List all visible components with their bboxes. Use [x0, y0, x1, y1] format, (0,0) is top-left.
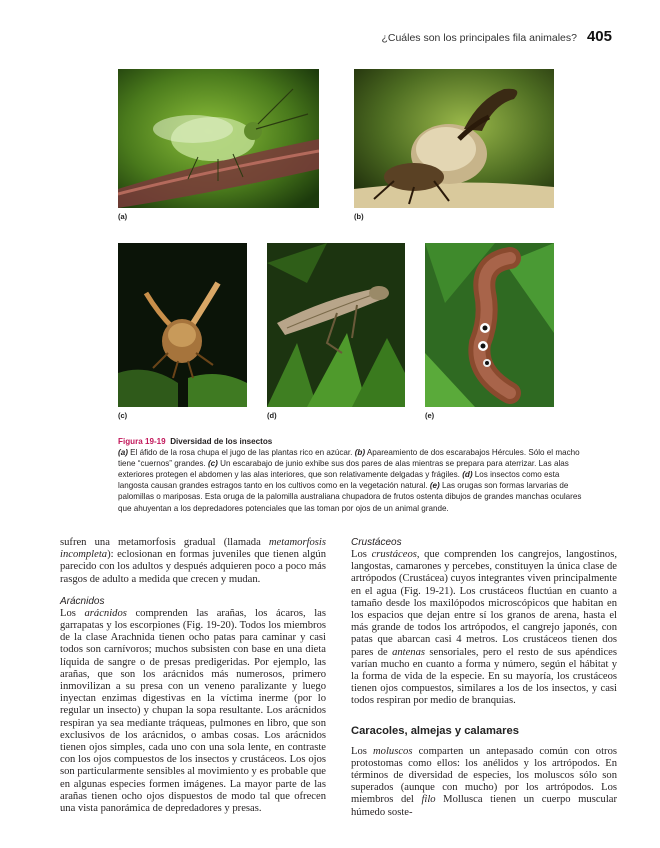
caption-label-b: (b)	[354, 448, 366, 458]
page-number: 405	[586, 28, 612, 45]
photo-hercules-beetles	[354, 69, 554, 208]
text-run: sensoriales, pero el resto de sus apéndices varían mucho en cuanto a forma y número, según el hábitat y la forma de vida de la especie. En su mayoría, los crustáceos tienen ojos compuestos, similares a los de los insectos, y casi todos respiran por medio de branquias.	[351, 646, 617, 707]
running-title: ¿Cuáles son los principales fila animales?	[381, 32, 577, 44]
caption-label-d: (d)	[462, 470, 473, 480]
caption-label-e: (e)	[429, 481, 440, 491]
figure-caption	[118, 436, 582, 514]
arachnid-paragraph	[60, 608, 326, 815]
figure-title: Diversidad de los insectos	[170, 437, 273, 446]
emphasis: arácnidos	[84, 607, 127, 619]
caption-text-e: Las orugas son formas larvarias de palomillas o mariposas. Esta oruga de la palomilla australiana chupadora de frutos ostenta dibujos de grandes manchas oculares que ahuyentan a los depredadores potenciales que las toman por ojos de un animal grande.	[118, 481, 582, 513]
text-run: comparten un antepasado común con otros protostomas como ellos: los anélidos y los artrópodos. En términos de diversidad de especies, los moluscos sólo son superados (aunque con mucho) por los artrópodos. Los miembros del	[351, 745, 617, 806]
panel-label-a: (a)	[118, 212, 128, 221]
crustacean-paragraph	[351, 549, 617, 708]
photo-caterpillar	[425, 243, 554, 407]
figure-number: Figura 19-19	[118, 437, 166, 446]
panel-label-e: (e)	[425, 411, 435, 420]
emphasis: moluscos	[373, 745, 413, 757]
photo-june-beetle	[118, 243, 247, 407]
caption-text-b: Apareamiento de dos escarabajos Hércules. Sólo el macho tiene “cuernos” grandes.	[118, 448, 580, 469]
text-run: ): eclosionan en formas juveniles que tienen algún parecido con los adultos y después adquieren poco a poco más rasgos de adulto a medida que crecen y mudan.	[60, 549, 326, 585]
panel-label-d: (d)	[267, 411, 277, 420]
caption-text-c: Un escarabajo de junio exhibe sus dos pares de alas mientras se prepara para aterrizar. Las alas exteriores protegen el abdomen y las alas interiores, que son relativamente delgadas y frágiles.	[118, 459, 569, 480]
emphasis: metamorfosis incompleta	[60, 537, 326, 561]
emphasis: crustáceos	[371, 549, 417, 560]
photo-aphid	[118, 69, 319, 208]
emphasis: antenas	[392, 646, 426, 658]
mollusc-heading: Caracoles, almejas y calamares	[351, 724, 519, 737]
left-column	[60, 537, 326, 815]
caption-text-d: Los insectos como esta langosta causan grandes estragos tanto en los cultivos como en la vegetación natural.	[118, 470, 560, 491]
mollusc-paragraph	[351, 746, 617, 819]
caption-label-c: (c)	[207, 459, 218, 469]
panel-label-c: (c)	[118, 411, 128, 420]
panel-label-b: (b)	[354, 212, 364, 221]
text-run: sufren una metamorfosis gradual (llamada	[60, 537, 269, 548]
text-run: Mollusca tienen un cuerpo muscular húmedo soste-	[351, 794, 617, 818]
right-column	[351, 537, 617, 819]
caption-label-a: (a)	[118, 448, 128, 458]
arachnid-heading: Arácnidos	[60, 595, 105, 607]
emphasis: filo	[421, 794, 436, 806]
text-run: Los	[351, 745, 374, 757]
crustacean-heading: Crustáceos	[351, 537, 402, 548]
text-run: Los	[351, 549, 372, 560]
text-run: , que comprenden los cangrejos, langostinos, langostas, camarones y percebes, constituyen la única clase de artrópodos (Crustácea) cuyos integrantes viven principalmente en el agua (Fig. 19-21). Los crustáceos fluctúan en cuanto a tamaño desde los maxilópodos microscópicos que habitan en los espacios que dejan entre sí los granos de arena, hasta el más grande de todos los artrópodos, el cangrejo japonés, con patas que abarcan casi 4 metros. Los crustáceos tienen dos pares de	[351, 549, 617, 658]
caption-text-a: El áfido de la rosa chupa el jugo de las plantas rico en azúcar.	[127, 448, 355, 458]
running-header	[381, 28, 612, 45]
text-run: Los	[60, 607, 85, 619]
metamorphosis-paragraph	[60, 537, 326, 586]
photo-locust	[267, 243, 405, 407]
text-run: comprenden las arañas, los ácaros, las garrapatas y los escorpiones (Fig. 19-20). Todos los miembros de la clase Arachnida tienen ocho patas para caminar y casi todos son carnívoros; muchos subsisten con base en una dieta líquida de sangre o de presas predigeridas. Por ejemplo, las arañas, que son los arácnidos más numerosos, primero inmovilizan a su presa con un veneno paralizante y luego inyectan enzimas digestivas en la víctima inerme (por lo regular un insecto) y chupan la sopa resultante. Los arácnidos respiran ya sea mediante tráqueas, pulmones en libro, que son exclusivos de los arácnidos, o ambas cosas. Los arácnidos tienen ojos simples, cada uno con una sola lente, en contraste con los ojos compuestos de los insectos y crustáceos. Los ojos son particularmente sensibles al movimiento y es probable que en algunas especies formen imágenes. La mayor parte de las arañas tienen ocho ojos dispuestos de modo tal que ofrecen una vista panorámica de depredadores y presas.	[60, 607, 326, 815]
